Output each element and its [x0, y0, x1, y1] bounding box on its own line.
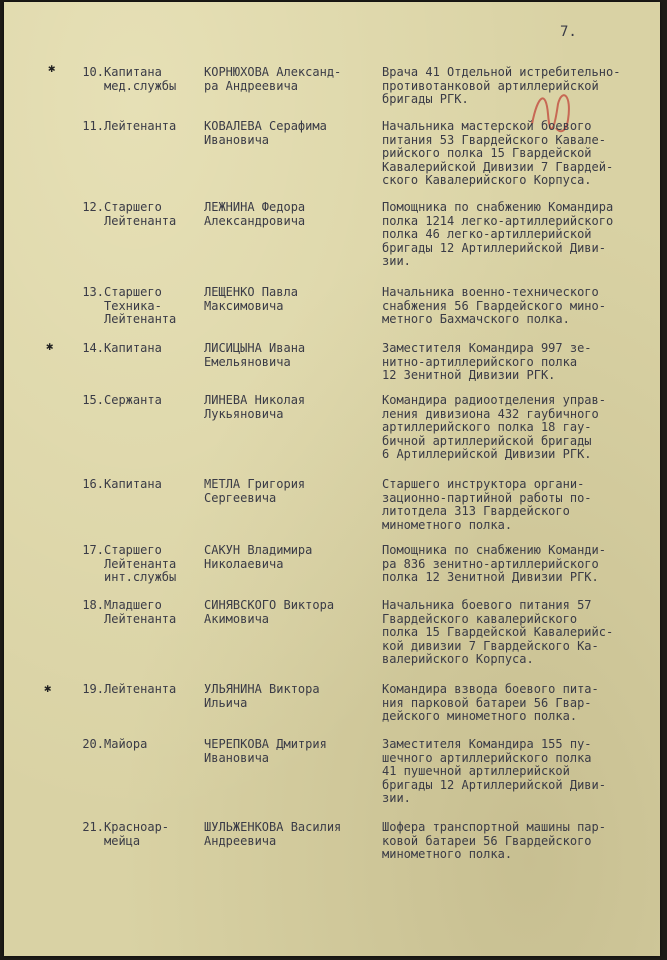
entry-rank: Капитана мед.службы: [104, 65, 177, 93]
entry-name: ЛЕЖНИНА Федора Александровича: [204, 200, 306, 228]
entry-rank: Сержанта: [104, 393, 162, 407]
entry-name: ЛИСИЦЫНА Ивана Емельяновича: [204, 341, 306, 369]
entry-number: 13.: [82, 285, 104, 299]
entry-position: Помощника по снабжению Командира полка 1214 легко-артиллерийского полка 46 легко-артиллерийской бригады 12 Артиллерийской Диви- зии.: [382, 200, 614, 268]
entry-name: КОВАЛЕВА Серафима Ивановича: [204, 119, 327, 147]
entry-number: 17.: [82, 543, 104, 557]
entry-name: КОРНЮХОВА Александ- ра Андреевича: [204, 65, 342, 93]
entry-name: САКУН Владимира Николаевича: [204, 543, 313, 571]
entry-number: 12.: [82, 200, 104, 214]
margin-mark: ✱: [46, 339, 54, 353]
entry-position: Командира радиоотделения управ- ления дивизиона 432 гаубичного артиллерийского полка 18 гау- бичной артиллерийской бригады 6 Артиллерийской Дивизии РГК.: [382, 393, 606, 461]
entry-number: 11.: [82, 119, 104, 133]
entry-position: Начальника боевого питания 57 Гвардейского кавалерийского полка 15 Гвардейской Кавалерийс- кой дивизии 7 Гвардейского Ка- валерийского Корпуса.: [382, 598, 614, 666]
entry-rank: Младшего Лейтенанта: [104, 598, 177, 626]
entry-rank: Капитана: [104, 477, 162, 491]
entry-number: 15.: [82, 393, 104, 407]
entry-number: 20.: [82, 737, 104, 751]
entry-position: Шофера транспортной машины пар- ковой батареи 56 Гвардейского минометного полка.: [382, 820, 606, 861]
margin-mark: ✱: [48, 61, 56, 75]
entry-rank: Майора: [104, 737, 148, 751]
entry-rank: Капитана: [104, 341, 162, 355]
entry-position: Заместителя Командира 997 зе- нитно-артиллерийского полка 12 Зенитной Дивизии РГК.: [382, 341, 592, 382]
entry-position: Помощника по снабжению Команди- ра 836 зенитно-артиллерийского полка 12 Зенитной Дивизии РГК.: [382, 543, 606, 584]
page-number: 7.: [560, 24, 577, 40]
document-page: [4, 2, 660, 956]
entry-position: Начальника мастерской боевого питания 53 Гвардейского Кавале- рийского полка 15 Гвардейской Кавалерийской Дивизии 7 Гвардей- ского Кавалерийского Корпуса.: [382, 119, 614, 187]
entry-number: 14.: [82, 341, 104, 355]
entry-number: 16.: [82, 477, 104, 491]
entry-position: Командира взвода боевого пита- ния парковой батареи 56 Гвар- дейского минометного полка.: [382, 682, 599, 723]
margin-mark: ✱: [44, 681, 52, 695]
entry-rank: Старшего Лейтенанта инт.службы: [104, 543, 177, 584]
entry-name: ШУЛЬЖЕНКОВА Василия Андреевича: [204, 820, 342, 848]
entry-number: 21.: [82, 820, 104, 834]
entry-position: Старшего инструктора органи- зационно-партийной работы по- литотдела 313 Гвардейского минометного полка.: [382, 477, 592, 532]
entry-position: Начальника военно-технического снабжения 56 Гвардейского мино- метного Бахмачского полка.: [382, 285, 606, 326]
entry-name: ЧЕРЕПКОВА Дмитрия Ивановича: [204, 737, 327, 765]
entry-name: УЛЬЯНИНА Виктора Ильича: [204, 682, 320, 710]
entry-name: ЛЕЩЕНКО Павла Максимовича: [204, 285, 298, 313]
entry-number: 10.: [82, 65, 104, 79]
entry-name: СИНЯВСКОГО Виктора Акимовича: [204, 598, 335, 626]
entry-name: ЛИНЕВА Николая Лукьяновича: [204, 393, 306, 421]
entry-position: Врача 41 Отдельной истребительно- противотанковой артиллерийской бригады РГК.: [382, 65, 621, 106]
entry-number: 19.: [82, 682, 104, 696]
entry-rank: Лейтенанта: [104, 682, 177, 696]
entry-number: 18.: [82, 598, 104, 612]
entry-name: МЕТЛА Григория Сергеевича: [204, 477, 306, 505]
entry-rank: Старшего Техника- Лейтенанта: [104, 285, 177, 326]
entry-rank: Старшего Лейтенанта: [104, 200, 177, 228]
entry-rank: Лейтенанта: [104, 119, 177, 133]
entry-position: Заместителя Командира 155 пу- шечного артиллерийского полка 41 пушечной артиллерийской бригады 12 Артиллерийской Диви- зии.: [382, 737, 606, 805]
entry-rank: Красноар- мейца: [104, 820, 170, 848]
